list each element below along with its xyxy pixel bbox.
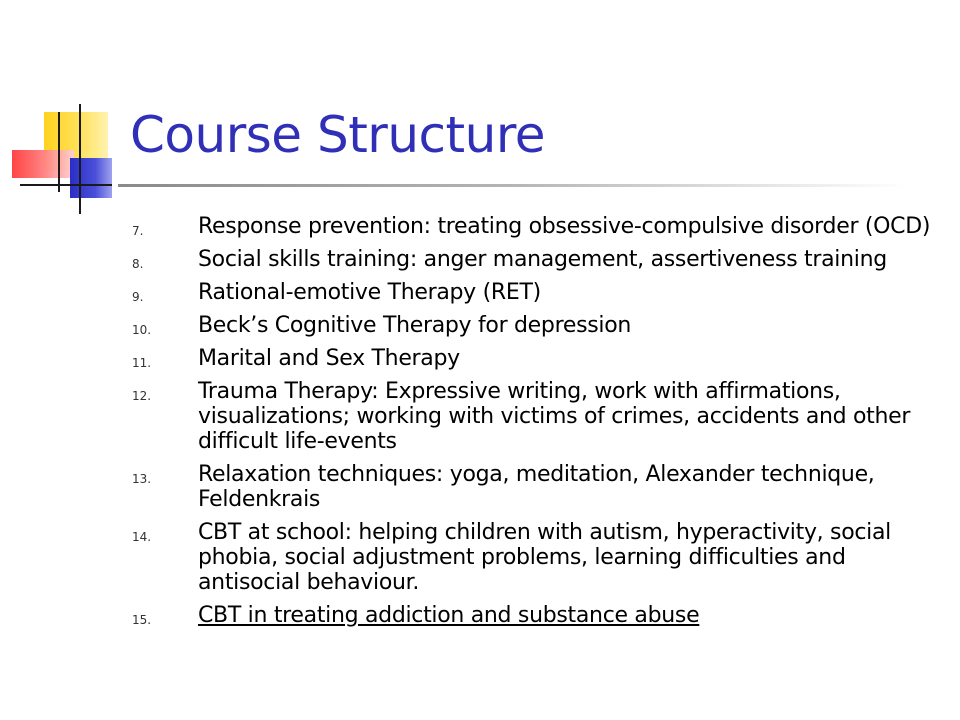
decorative-blue-square	[70, 158, 112, 198]
item-number: 8.	[132, 257, 144, 271]
item-text: Relaxation techniques: yoga, meditation, Alexander technique, Feldenkrais	[198, 462, 875, 512]
item-number: 13.	[132, 472, 152, 486]
list-item	[132, 280, 932, 305]
list-item	[132, 313, 932, 338]
list-item	[132, 214, 932, 239]
list-item	[132, 346, 932, 371]
list-item	[132, 247, 932, 272]
item-number: 7.	[132, 224, 144, 238]
title-underline-rule	[118, 184, 908, 187]
decorative-vertical-line	[58, 112, 60, 192]
decorative-vertical-line	[79, 104, 81, 214]
item-text: Marital and Sex Therapy	[198, 346, 460, 371]
item-text: Beck’s Cognitive Therapy for depression	[198, 313, 632, 338]
list-item	[132, 462, 932, 512]
item-link-text[interactable]: CBT in treating addiction and substance abuse	[198, 603, 700, 628]
item-text: Trauma Therapy: Expressive writing, work with affirmations, visualizations; working with victims of crimes, accidents and other difficult life-events	[198, 379, 911, 454]
item-number: 14.	[132, 530, 152, 544]
item-text: Rational-emotive Therapy (RET)	[198, 280, 541, 305]
decorative-horizontal-line	[20, 184, 112, 186]
list-item[interactable]	[132, 603, 932, 628]
item-number: 9.	[132, 290, 144, 304]
item-text: Social skills training: anger management, assertiveness training	[198, 247, 887, 272]
item-text: CBT at school: helping children with autism, hyperactivity, social phobia, social adjustment problems, learning difficulties and antisocial behaviour.	[198, 520, 891, 595]
list-item	[132, 379, 932, 454]
slide-title: Course Structure	[130, 106, 546, 164]
item-text: Response prevention: treating obsessive-compulsive disorder (OCD)	[198, 214, 931, 239]
item-number: 15.	[132, 613, 152, 627]
decorative-red-bar	[12, 150, 74, 178]
item-number: 10.	[132, 323, 152, 337]
list-item	[132, 520, 932, 595]
course-topic-list	[132, 214, 932, 636]
item-number: 12.	[132, 389, 152, 403]
item-number: 11.	[132, 356, 152, 370]
